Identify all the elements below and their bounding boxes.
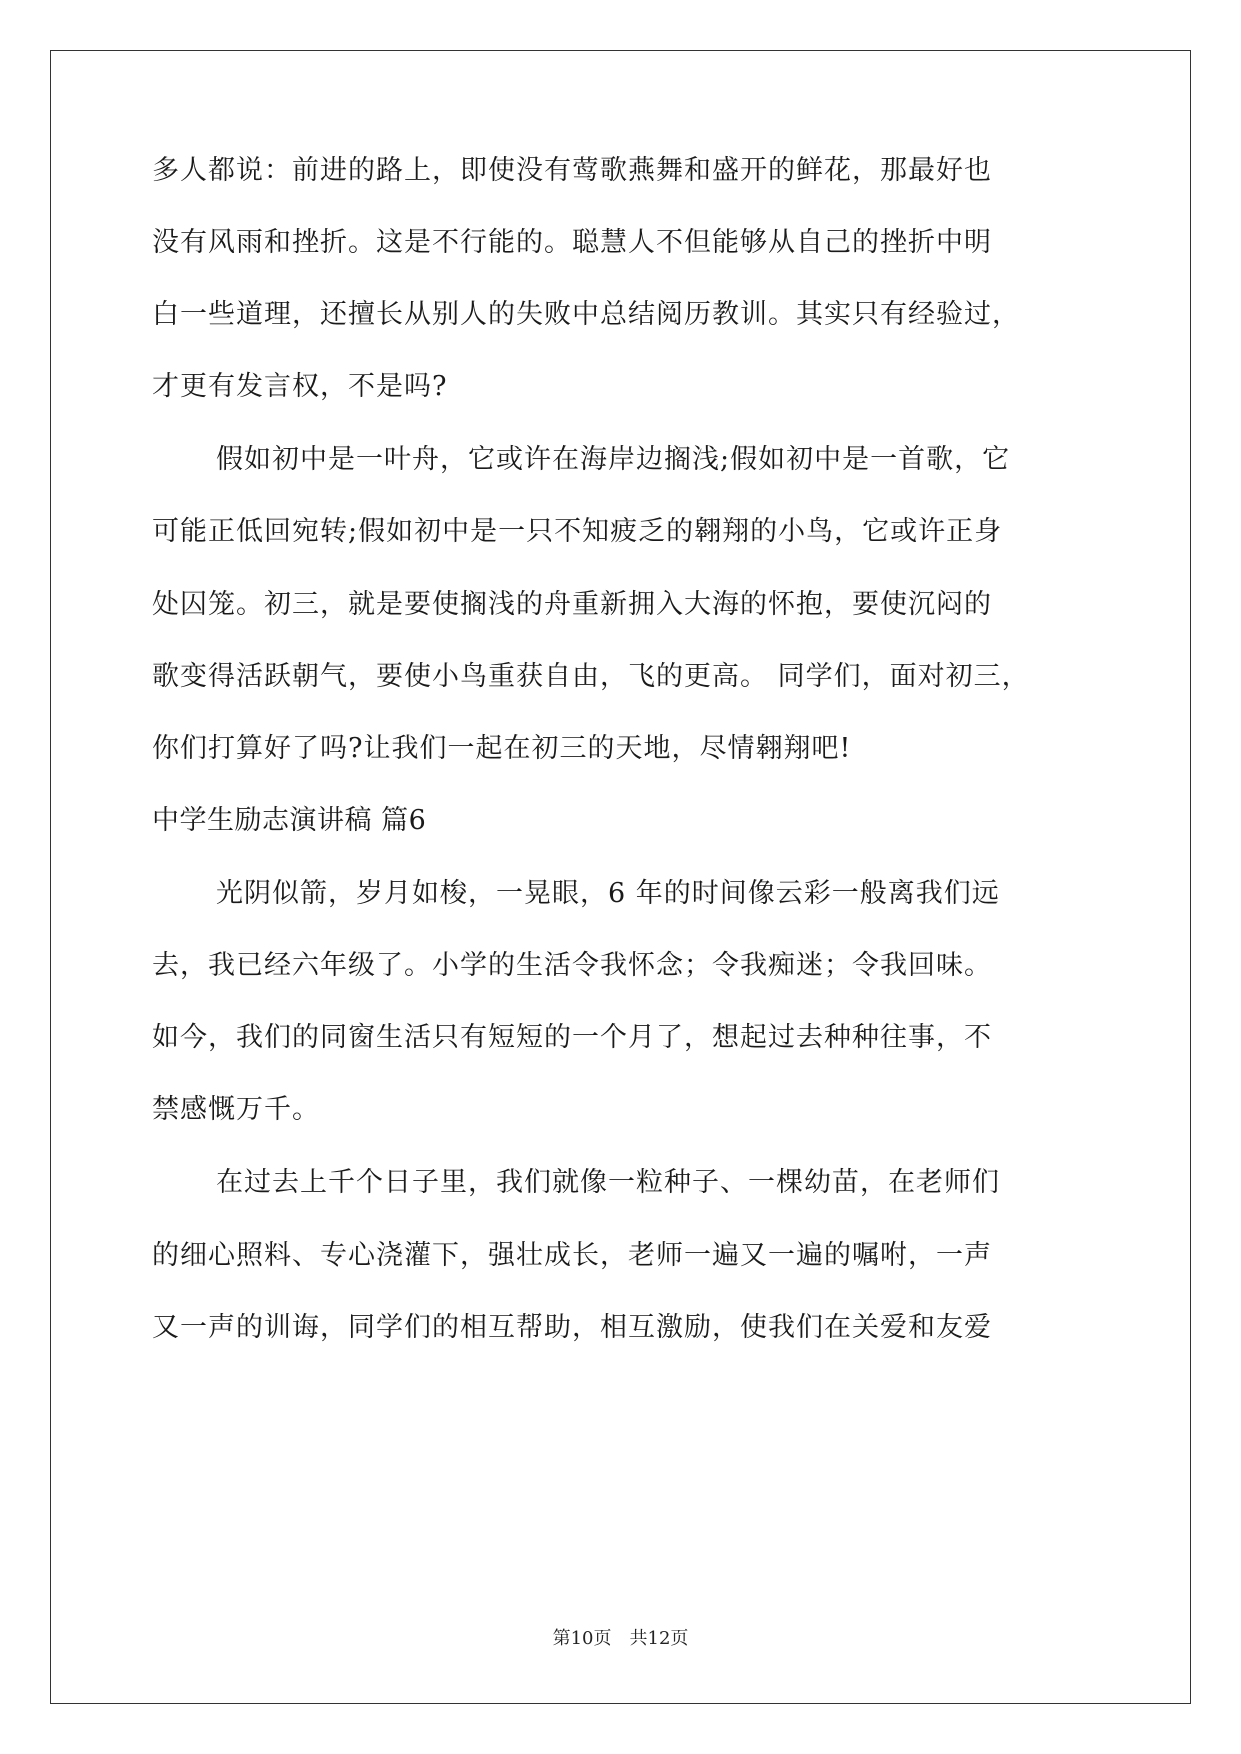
text-line: 白一些道理，还擅长从别人的失败中总结阅历教训。其实只有经验过， bbox=[152, 299, 1020, 330]
text-line: 禁感慨万千。 bbox=[152, 1094, 320, 1125]
text-line: 才更有发言权，不是吗? bbox=[152, 371, 448, 402]
text-line: 歌变得活跃朝气，要使小鸟重获自由，飞的更高。 同学们，面对初三， bbox=[152, 661, 1030, 692]
section-heading: 中学生励志演讲稿 篇6 bbox=[152, 805, 427, 836]
paragraph-start: 光阴似箭，岁月如梭，一晃眼，6 年的时间像云彩一般离我们远 bbox=[216, 878, 1000, 909]
text-line: 你们打算好了吗?让我们一起在初三的天地，尽情翱翔吧! bbox=[152, 733, 852, 764]
text-line: 多人都说：前进的路上，即使没有莺歌燕舞和盛开的鲜花，那最好也 bbox=[152, 155, 992, 186]
text-line: 又一声的训诲，同学们的相互帮助，相互激励，使我们在关爱和友爱 bbox=[152, 1312, 992, 1343]
text-line: 去，我已经六年级了。小学的生活令我怀念；令我痴迷；令我回味。 bbox=[152, 950, 992, 981]
text-line: 可能正低回宛转;假如初中是一只不知疲乏的翱翔的小鸟，它或许正身 bbox=[152, 516, 1003, 547]
text-line: 处囚笼。初三，就是要使搁浅的舟重新拥入大海的怀抱，要使沉闷的 bbox=[152, 589, 992, 620]
text-line: 的细心照料、专心浇灌下，强壮成长，老师一遍又一遍的嘱咐，一声 bbox=[152, 1240, 992, 1271]
text-line: 如今，我们的同窗生活只有短短的一个月了，想起过去种种往事，不 bbox=[152, 1022, 992, 1053]
paragraph-start: 在过去上千个日子里，我们就像一粒种子、一棵幼苗，在老师们 bbox=[216, 1167, 1000, 1198]
page-number-footer: 第10页 共12页 bbox=[552, 1628, 689, 1649]
text-line: 没有风雨和挫折。这是不行能的。聪慧人不但能够从自己的挫折中明 bbox=[152, 227, 992, 258]
paragraph-start: 假如初中是一叶舟，它或许在海岸边搁浅;假如初中是一首歌，它 bbox=[216, 444, 1011, 475]
